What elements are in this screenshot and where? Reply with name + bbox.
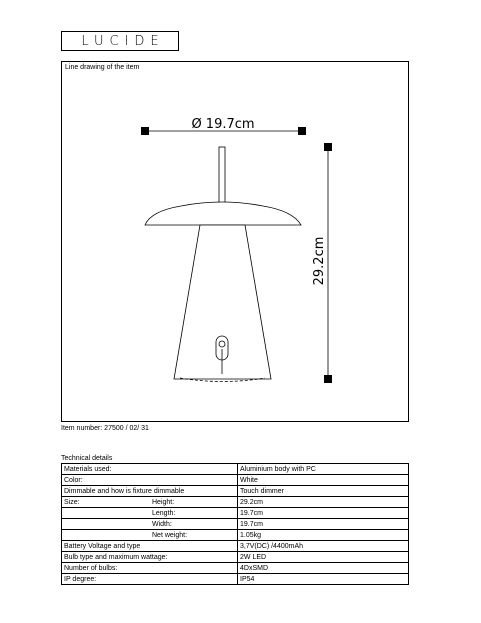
row-value: 19.7cm: [238, 508, 409, 519]
row-label: [62, 519, 238, 530]
size-sub-label: Width:: [152, 520, 172, 528]
row-value: Touch dimmer: [238, 486, 409, 497]
table-row: [62, 464, 409, 475]
table-row: [62, 552, 409, 563]
row-label: [62, 508, 238, 519]
line-drawing-label: Line drawing of the item: [65, 64, 140, 71]
row-label: Materials used:: [62, 464, 238, 475]
technical-details-table: [61, 463, 409, 585]
diameter-marker-right: [298, 127, 306, 135]
diameter-label: Ø 19.7cm: [191, 117, 255, 132]
table-row: [62, 574, 409, 585]
size-sub-label: Height:: [152, 498, 175, 506]
row-label: [62, 497, 238, 508]
row-value: 19.7cm: [238, 519, 409, 530]
brand-logo-text: LUCIDE: [81, 33, 165, 49]
row-value: IP54: [238, 574, 409, 585]
row-value: Aluminium body with PC: [238, 464, 409, 475]
row-value: 1.05kg: [238, 530, 409, 541]
table-row: [62, 530, 409, 541]
row-value: 4DxSMD: [238, 563, 409, 574]
table-row: [62, 475, 409, 486]
height-marker-bottom: [324, 375, 332, 383]
row-label: Bulb type and maximum wattage:: [62, 552, 238, 563]
height-label: 29.2cm: [312, 236, 327, 286]
row-value: 29.2cm: [238, 497, 409, 508]
row-label: [62, 530, 238, 541]
row-value: 2W LED: [238, 552, 409, 563]
row-value: White: [238, 475, 409, 486]
size-label: Size:: [64, 498, 80, 506]
size-sub-label: Net weight:: [152, 531, 188, 539]
technical-details-title: Technical details: [61, 455, 113, 462]
row-label: IP degree:: [62, 574, 238, 585]
diameter-marker-left: [141, 127, 149, 135]
table-row: [62, 508, 409, 519]
diameter-dimension: [141, 117, 306, 135]
row-label: Number of bulbs:: [62, 563, 238, 574]
table-row: [62, 486, 409, 497]
height-dimension: [312, 143, 332, 383]
table-row: [62, 497, 409, 508]
lamp-drawing: [61, 61, 409, 422]
size-sub-label: Length:: [152, 509, 176, 517]
table-row: [62, 541, 409, 552]
table-row: [62, 563, 409, 574]
table-row: [62, 519, 409, 530]
row-value: 3,7V(DC) /4400mAh: [238, 541, 409, 552]
brand-logo: [61, 31, 179, 51]
item-number: Item number: 27500 / 02/ 31: [61, 425, 149, 432]
row-label: Color:: [62, 475, 238, 486]
row-label: Dimmable and how is fixture dimmable: [62, 486, 238, 497]
height-marker-top: [324, 143, 332, 151]
lamp-outline: [145, 147, 301, 382]
row-label: Battery Voltage and type: [62, 541, 238, 552]
